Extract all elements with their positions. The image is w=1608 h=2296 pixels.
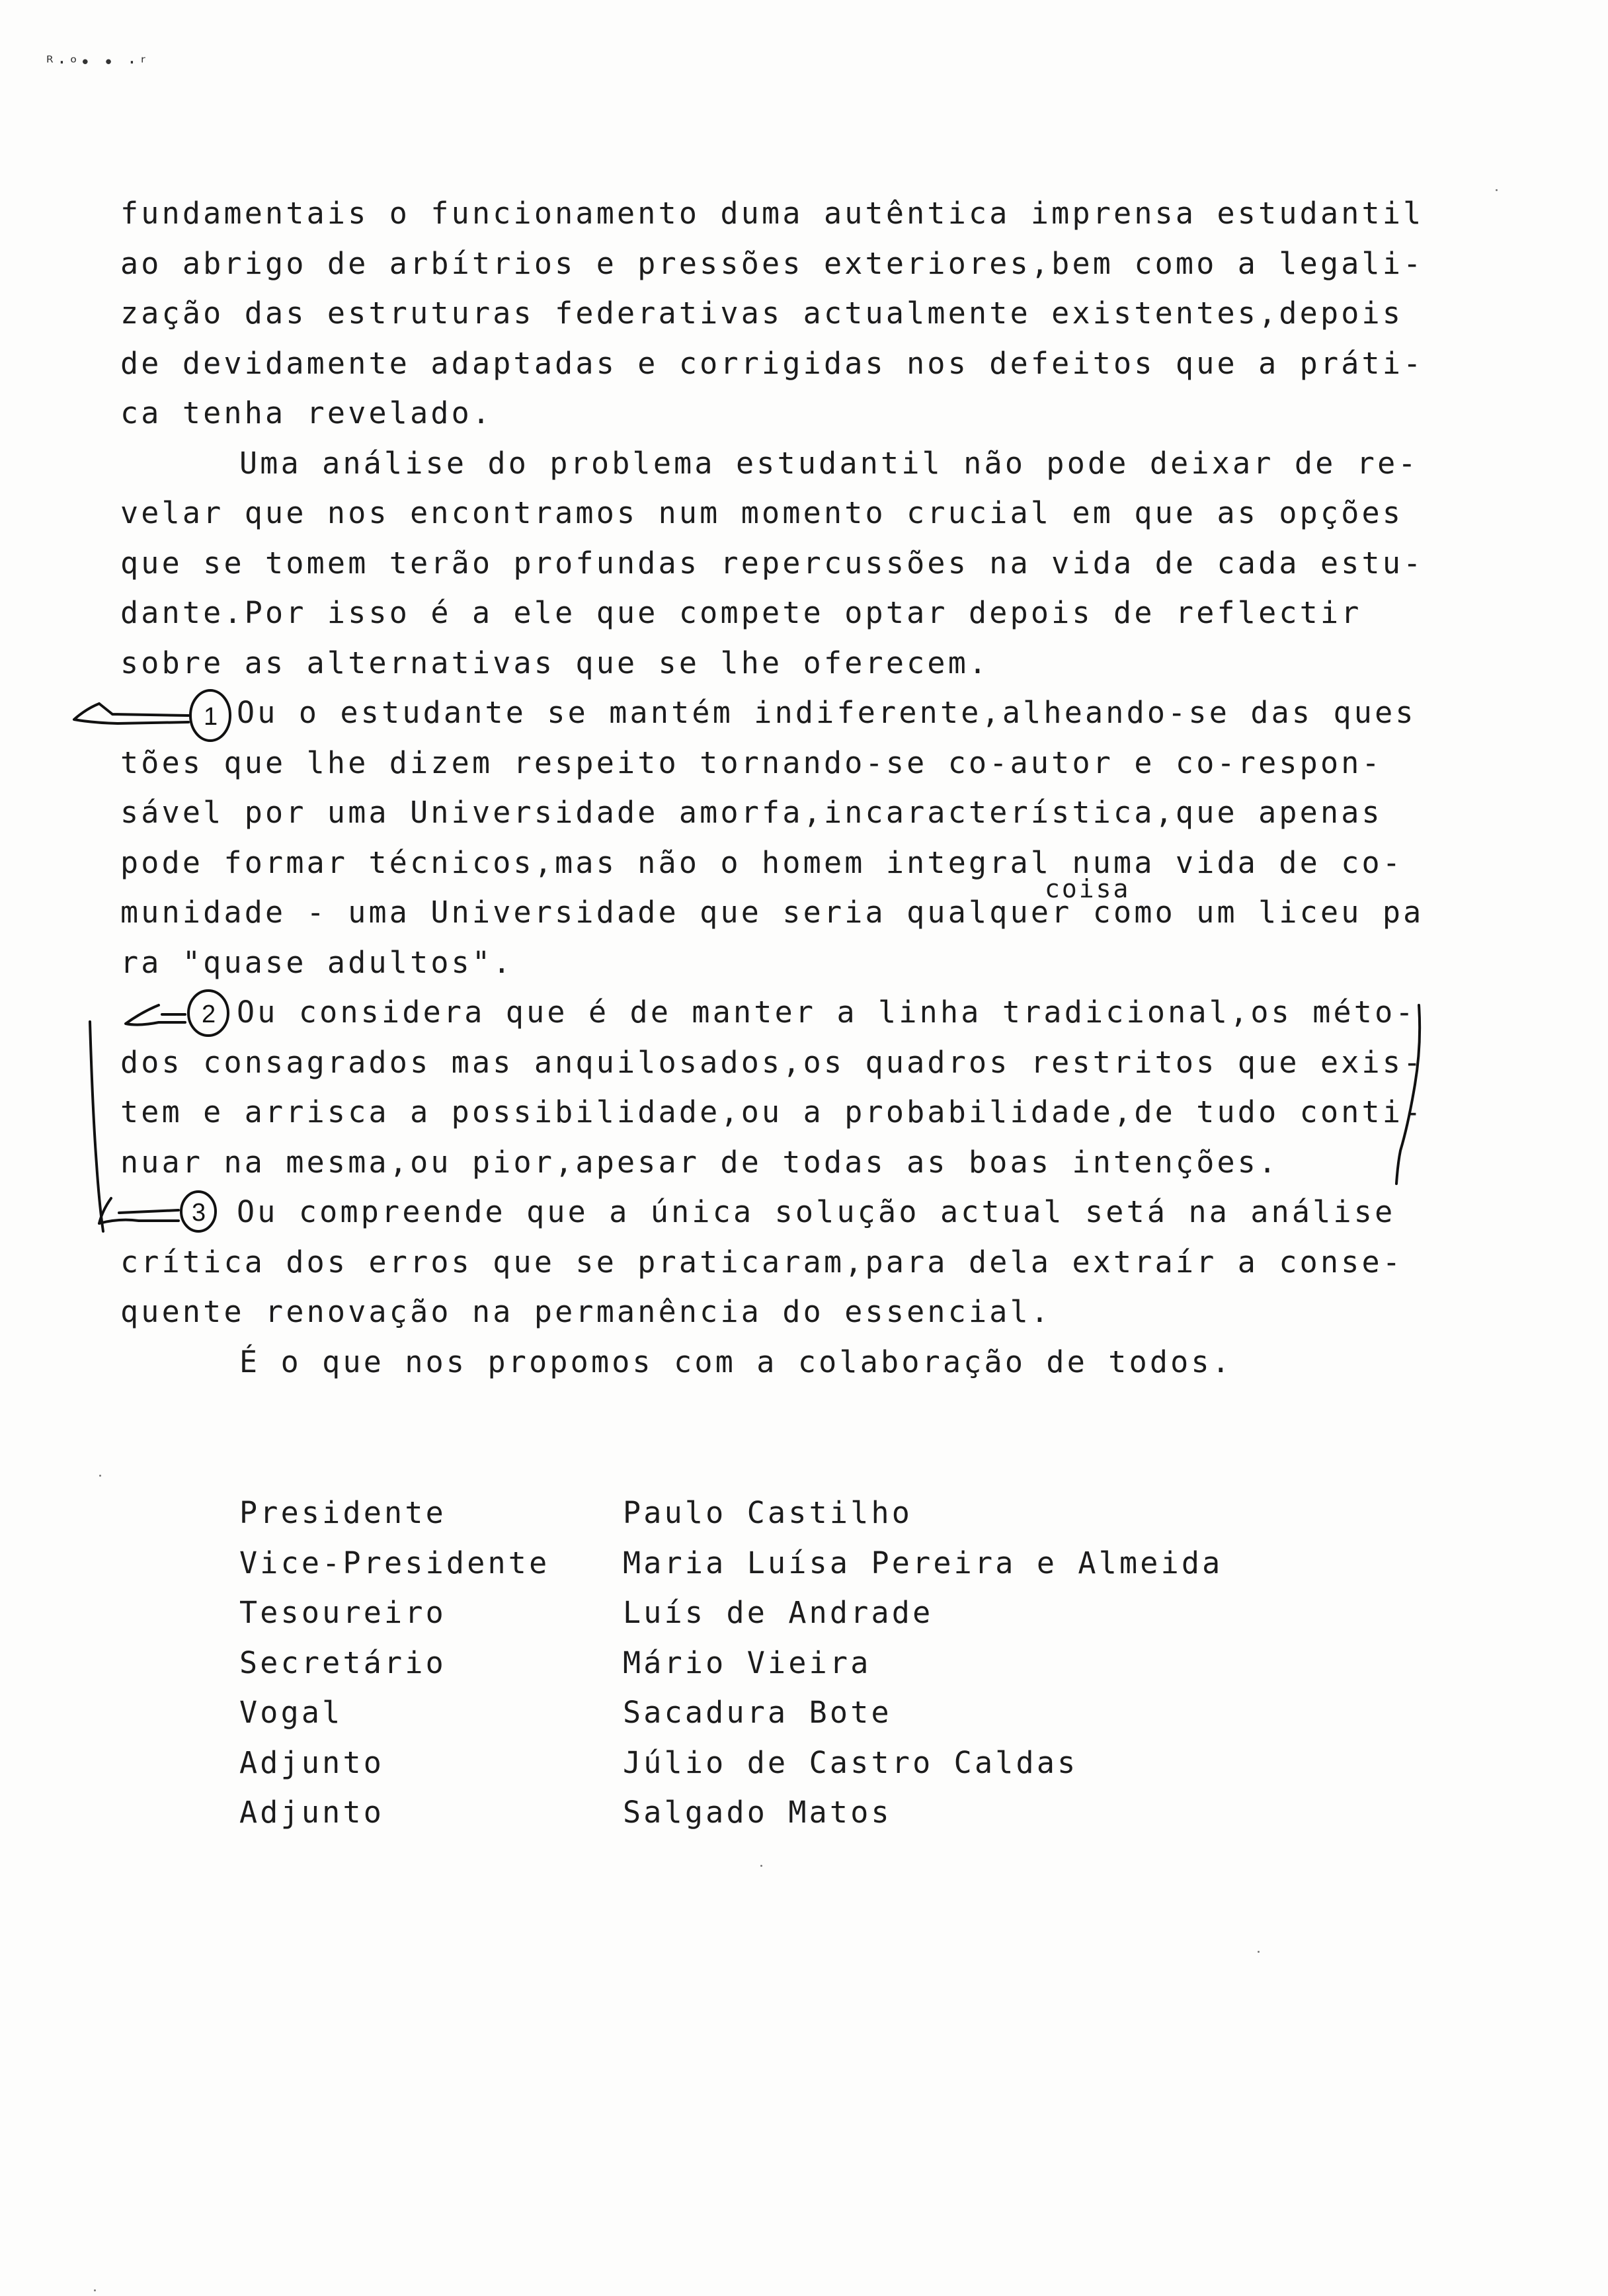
signatory-name: Mário Vieira (623, 1645, 871, 1680)
text-line: ca tenha revelado. (120, 395, 493, 430)
text-line: crítica dos erros que se praticaram,para dela extraír a conse- (120, 1244, 1404, 1280)
text-line: zação das estruturas federativas actualmente existentes,depois (120, 296, 1404, 331)
circled-number-label: 1 (204, 703, 218, 731)
scan-speck (94, 2289, 96, 2291)
text-line: nuar na mesma,ou pior,apesar de todas as boas intenções. (120, 1144, 1279, 1180)
circled-number-label: 3 (192, 1199, 206, 1227)
corner-mark: ᴿ·ᵒ• • ·ʳ (45, 53, 150, 73)
signatory-name: Luís de Andrade (623, 1595, 934, 1630)
text-line: sável por uma Universidade amorfa,incaracterística,que apenas (120, 795, 1383, 830)
signatory-row (239, 1787, 1223, 1838)
text-line: fundamentais o funcionamento duma autêntica imprensa estudantil (120, 196, 1424, 231)
signatory-role: Tesoureiro (239, 1595, 446, 1630)
text-line: dos consagrados mas anquilosados,os quadros restritos que exis- (120, 1044, 1424, 1080)
signatory-row (239, 1588, 1223, 1638)
signatory-row (239, 1738, 1223, 1788)
signatory-name: Salgado Matos (623, 1795, 892, 1830)
signatory-role: Vice-Presidente (239, 1545, 550, 1580)
text-line: Ou o estudante se mantém indiferente,alheando-se das ques (237, 695, 1416, 730)
circled-number-label: 2 (202, 1001, 216, 1028)
text-line: que se tomem terão profundas repercussões na vida de cada estu- (120, 545, 1424, 581)
signatory-role: Adjunto (239, 1795, 385, 1830)
text-line: dante.Por isso é a ele que compete optar depois de reflectir (120, 595, 1362, 630)
signatory-row (239, 1688, 1223, 1738)
signatory-role: Presidente (239, 1495, 446, 1530)
signatory-name: Júlio de Castro Caldas (623, 1744, 1078, 1780)
signatory-name: Paulo Castilho (623, 1495, 913, 1530)
text-line: velar que nos encontramos num momento crucial em que as opções (120, 495, 1404, 530)
signatory-name: Sacadura Bote (623, 1695, 892, 1730)
scan-speck (99, 1475, 101, 1477)
scan-speck (1496, 189, 1498, 191)
text-line: ra "quase adultos". (120, 944, 514, 980)
document-body (120, 188, 1424, 1387)
signatory-role: Secretário (239, 1645, 446, 1680)
signatories-list (239, 1488, 1223, 1838)
scan-speck (1258, 1951, 1260, 1953)
signatory-row (239, 1488, 1223, 1538)
text-line: munidade - uma Universidade que seria qualquer como um liceu pa (120, 895, 1424, 930)
signatory-row (239, 1538, 1223, 1588)
handwritten-insert: coisa (1045, 874, 1131, 903)
text-line: quente renovação na permanência do essencial. (120, 1294, 1052, 1329)
text-line: Uma análise do problema estudantil não pode deixar de re- (239, 445, 1419, 481)
text-line: sobre as alternativas que se lhe oferecem. (120, 645, 990, 680)
text-line: tões que lhe dizem respeito tornando-se co-autor e co-respon- (120, 745, 1383, 780)
margin-bracket-left-icon (90, 1022, 103, 1231)
text-line: Ou considera que é de manter a linha tradicional,os méto- (237, 995, 1416, 1030)
signatory-name: Maria Luísa Pereira e Almeida (623, 1545, 1223, 1580)
text-line: Ou compreende que a única solução actual setá na análise (237, 1194, 1396, 1229)
text-line: É o que nos propomos com a colaboração de todos. (239, 1344, 1233, 1379)
text-line: de devidamente adaptadas e corrigidas nos defeitos que a práti- (120, 345, 1424, 381)
signatory-role: Vogal (239, 1695, 343, 1730)
signatory-role: Adjunto (239, 1744, 385, 1780)
text-line: ao abrigo de arbítrios e pressões exteriores,bem como a legali- (120, 245, 1424, 281)
scan-speck (760, 1865, 762, 1867)
text-line: tem e arrisca a possibilidade,ou a probabilidade,de tudo conti- (120, 1094, 1424, 1129)
text-line: pode formar técnicos,mas não o homem integral numa vida de co- (120, 844, 1404, 880)
signatory-row (239, 1638, 1223, 1688)
